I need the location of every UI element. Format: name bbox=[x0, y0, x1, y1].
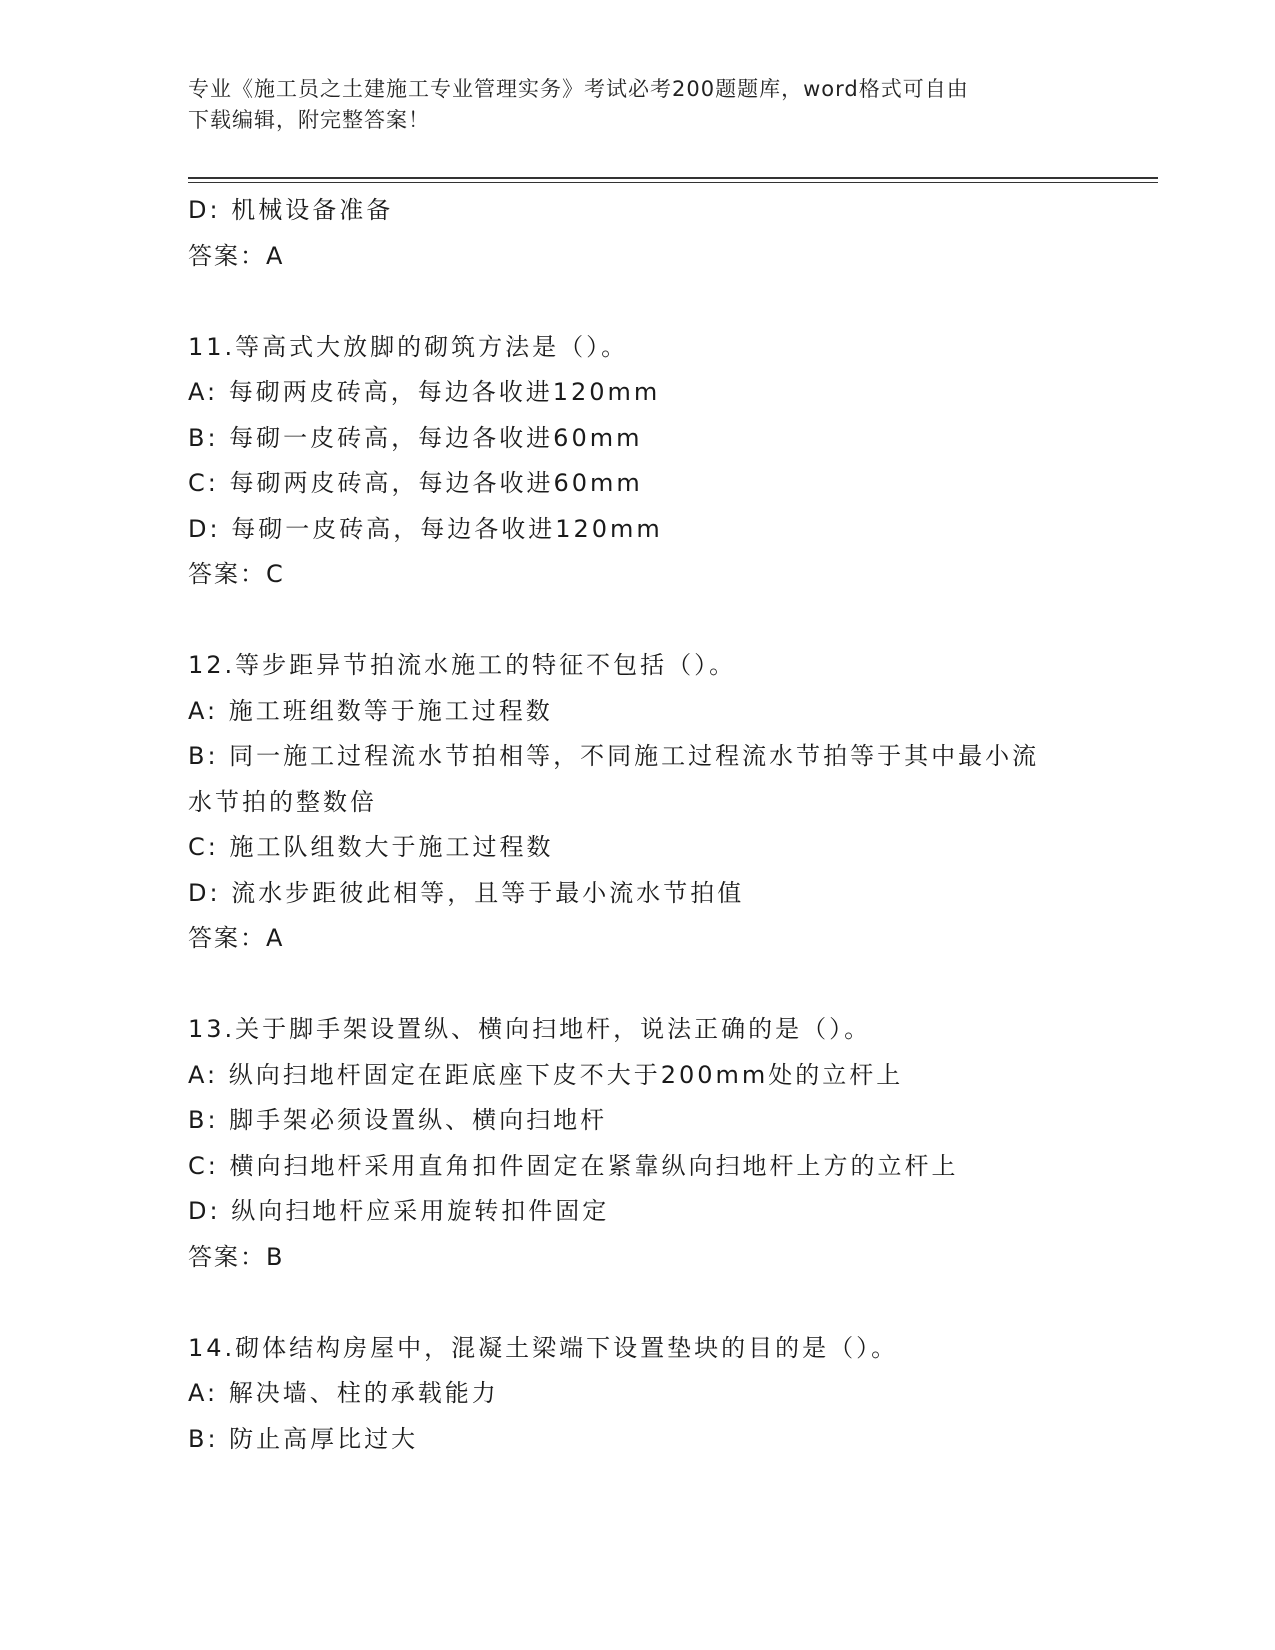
carryover-option-d: D: 机械设备准备 bbox=[188, 196, 394, 224]
spacer bbox=[188, 1280, 1088, 1326]
option-c: C: 横向扫地杆采用直角扣件固定在紧靠纵向扫地杆上方的立杆上 bbox=[188, 1151, 959, 1180]
option-c: C: 施工队组数大于施工过程数 bbox=[188, 833, 554, 861]
header-divider-thick bbox=[188, 177, 1158, 179]
header-line-2: 下载编辑，附完整答案！ bbox=[188, 108, 430, 132]
option-b: B: 同一施工过程流水节拍相等，不同施工过程流水节拍等于其中最小流水节拍的整数倍 bbox=[188, 742, 1040, 816]
option-a: A: 解决墙、柱的承载能力 bbox=[188, 1379, 499, 1407]
option-d: D: 流水步距彼此相等，且等于最小流水节拍值 bbox=[188, 878, 745, 907]
option-b: B: 脚手架必须设置纵、横向扫地杆 bbox=[188, 1106, 608, 1134]
document-header bbox=[188, 74, 1068, 136]
header-line-1: 专业《施工员之土建施工专业管理实务》考试必考200题题库，word格式可自由 bbox=[188, 77, 969, 101]
question-block bbox=[188, 1326, 1088, 1463]
question-block bbox=[188, 325, 1088, 598]
option-b: B: 防止高厚比过大 bbox=[188, 1424, 419, 1453]
option-c: C: 每砌两皮砖高，每边各收进60mm bbox=[188, 469, 643, 497]
answer: 答案：B bbox=[188, 1242, 285, 1271]
question-stem: 14.砌体结构房屋中，混凝土梁端下设置垫块的目的是（）。 bbox=[188, 1333, 899, 1362]
option-a: A: 纵向扫地杆固定在距底座下皮不大于200mm处的立杆上 bbox=[188, 1060, 904, 1089]
option-a: A: 施工班组数等于施工过程数 bbox=[188, 696, 553, 725]
question-stem: 13.关于脚手架设置纵、横向扫地杆，说法正确的是（）。 bbox=[188, 1015, 872, 1043]
header-divider-thin bbox=[188, 182, 1158, 183]
carryover-answer: 答案：A bbox=[188, 241, 285, 270]
spacer bbox=[188, 279, 1088, 325]
option-a: A: 每砌两皮砖高，每边各收进120mm bbox=[188, 378, 661, 406]
question-block bbox=[188, 1007, 1088, 1280]
answer: 答案：A bbox=[188, 924, 285, 952]
answer: 答案：C bbox=[188, 560, 285, 588]
spacer bbox=[188, 598, 1088, 644]
question-stem: 12.等步距异节拍流水施工的特征不包括（）。 bbox=[188, 651, 737, 679]
spacer bbox=[188, 962, 1088, 1008]
option-d: D: 每砌一皮砖高，每边各收进120mm bbox=[188, 514, 663, 543]
option-d: D: 纵向扫地杆应采用旋转扣件固定 bbox=[188, 1197, 610, 1225]
question-stem: 11.等高式大放脚的砌筑方法是（）。 bbox=[188, 332, 629, 361]
option-b: B: 每砌一皮砖高，每边各收进60mm bbox=[188, 423, 643, 452]
question-block bbox=[188, 643, 1088, 962]
question-content bbox=[188, 188, 1088, 1462]
